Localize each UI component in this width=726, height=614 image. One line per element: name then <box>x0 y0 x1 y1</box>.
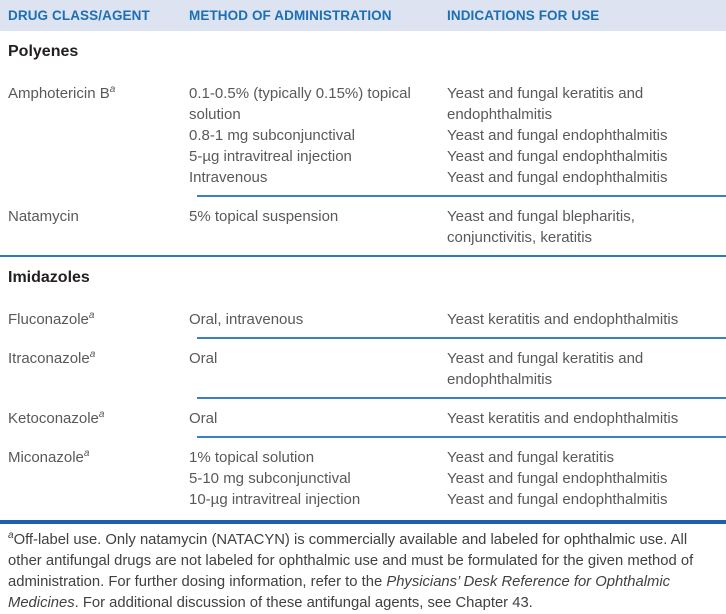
agent-cell <box>0 83 189 188</box>
method-indication-pair <box>189 83 726 125</box>
method-cell: Oral <box>189 410 218 427</box>
agent-cell <box>0 348 189 390</box>
method-indication-pairs <box>189 83 726 188</box>
method-indication-pair <box>189 408 726 429</box>
indication-cell: Yeast keratitis and endophthalmitis <box>447 311 679 328</box>
method-cell: 1% topical solution <box>189 449 315 466</box>
agent-footnote-marker: a <box>98 409 105 420</box>
agent-footnote-marker: a <box>109 84 116 95</box>
method-indication-pair <box>189 468 726 489</box>
indication-cell: Yeast and fungal keratitis and endophthalmitis <box>447 350 644 388</box>
method-indication-pair <box>189 125 726 146</box>
method-indication-pairs <box>189 447 726 510</box>
footnote-text-2: . For additional discussion of these antifungal agents, see Chapter 43. <box>74 595 533 611</box>
table-row <box>0 74 726 195</box>
agent-name: Ketoconazole <box>8 410 99 427</box>
agent-footnote-marker: a <box>88 310 95 321</box>
column-header-method-of-administration: METHOD OF ADMINISTRATION <box>189 8 392 23</box>
method-cell: 5-µg intravitreal injection <box>189 148 352 165</box>
method-indication-pair <box>189 206 726 248</box>
indication-cell: Yeast keratitis and endophthalmitis <box>447 410 679 427</box>
method-indication-pair <box>189 447 726 468</box>
table-section <box>0 31 726 255</box>
agent-name: Fluconazole <box>8 311 89 328</box>
agent-cell <box>0 447 189 510</box>
method-indication-pairs <box>189 206 726 248</box>
indication-cell: Yeast and fungal endophthalmitis <box>447 470 668 487</box>
table-row <box>0 339 726 397</box>
table-row <box>0 197 726 255</box>
column-header-indications-for-use: INDICATIONS FOR USE <box>447 8 600 23</box>
agent-name: Natamycin <box>8 208 79 225</box>
method-cell: Intravenous <box>189 169 268 186</box>
table-header-row <box>0 0 726 31</box>
indication-cell: Yeast and fungal endophthalmitis <box>447 491 668 508</box>
table-body <box>0 31 726 517</box>
section-rows <box>0 300 726 517</box>
method-indication-pair <box>189 146 726 167</box>
indication-cell: Yeast and fungal endophthalmitis <box>447 127 668 144</box>
method-indication-pairs <box>189 309 726 330</box>
method-indication-pair <box>189 167 726 188</box>
method-indication-pair <box>189 348 726 390</box>
agent-cell <box>0 408 189 429</box>
section-rows <box>0 74 726 255</box>
section-title: Imidazoles <box>8 269 90 286</box>
table-row <box>0 300 726 337</box>
method-indication-pair <box>189 309 726 330</box>
method-cell: 0.8-1 mg subconjunctival <box>189 127 355 144</box>
indication-cell: Yeast and fungal endophthalmitis <box>447 148 668 165</box>
footnote-reference-title: Physicians’ Desk Reference for Ophthalmic Medicines <box>8 574 671 611</box>
agent-footnote-marker: a <box>83 448 90 459</box>
indication-cell: Yeast and fungal blepharitis, conjunctivitis, keratitis <box>447 208 635 246</box>
table-row <box>0 399 726 436</box>
agent-name: Miconazole <box>8 449 84 466</box>
agent-cell <box>0 309 189 330</box>
method-indication-pairs <box>189 408 726 429</box>
method-cell: 5% topical suspension <box>189 208 339 225</box>
indication-cell: Yeast and fungal keratitis <box>447 449 615 466</box>
agent-footnote-marker: a <box>89 349 96 360</box>
method-cell: 5-10 mg subconjunctival <box>189 470 351 487</box>
section-title: Polyenes <box>8 43 79 60</box>
table-row <box>0 438 726 517</box>
indication-cell: Yeast and fungal endophthalmitis <box>447 169 668 186</box>
indication-cell: Yeast and fungal keratitis and endophthalmitis <box>447 85 644 123</box>
footnote-marker: a <box>8 530 14 542</box>
agent-name: Amphotericin B <box>8 85 110 102</box>
method-indication-pairs <box>189 348 726 390</box>
agent-name: Itraconazole <box>8 350 90 367</box>
method-cell: 10-µg intravitreal injection <box>189 491 361 508</box>
method-indication-pair <box>189 489 726 510</box>
method-cell: Oral <box>189 350 218 367</box>
column-header-drug-class-agent: DRUG CLASS/AGENT <box>8 8 150 23</box>
footnote-text-1: Off-label use. Only natamycin (NATACYN) is commercially available and labeled for ophthalmic use. All other antifungal drugs are not labeled for ophthalmic use and must be formulated for the given method of administration. For further dosing information, refer to the <box>8 532 694 590</box>
agent-cell <box>0 206 189 248</box>
method-cell: 0.1-0.5% (typically 0.15%) topical solution <box>189 85 411 123</box>
table-footnote <box>0 524 726 614</box>
table-section <box>0 257 726 517</box>
method-cell: Oral, intravenous <box>189 311 304 328</box>
